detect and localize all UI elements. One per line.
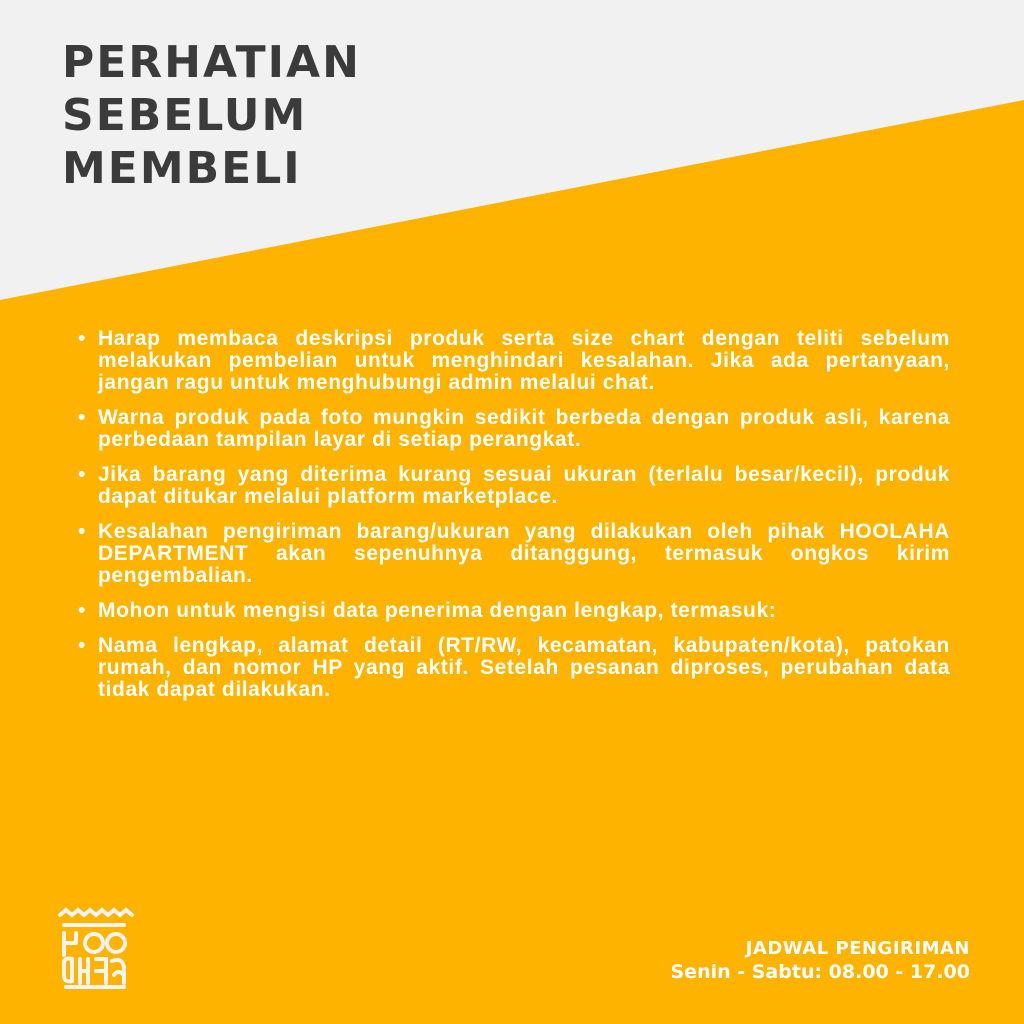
page-title (62, 36, 361, 195)
schedule-time: Senin - Sabtu: 08.00 - 17.00 (670, 961, 970, 983)
title-line: MEMBELI (62, 143, 302, 194)
schedule-heading: JADWAL PENGIRIMAN (745, 938, 970, 959)
bullet-icon: • (78, 463, 86, 486)
title-line: SEBELUM (62, 90, 308, 141)
list-item: • Kesalahan pengiriman barang/ukuran yang dilakukan oleh pihak HOOLAHA DEPARTMENT akan sepenuhnya ditanggung, termasuk ongkos kirim pengembalian. (78, 520, 950, 587)
notice-list (78, 328, 950, 714)
hoolaha-logo (56, 905, 136, 990)
title-line: PERHATIAN (62, 37, 361, 88)
list-item: • Mohon untuk mengisi data penerima dengan lengkap, termasuk: (78, 599, 777, 622)
list-item: • Jika barang yang diterima kurang sesuai ukuran (terlalu besar/kecil), produk dapat ditukar melalui platform marketplace. (78, 463, 950, 508)
list-item: • Harap membaca deskripsi produk serta size chart dengan teliti sebelum melakukan pembelian untuk menghindari kesalahan. Jika ada pertanyaan, jangan ragu untuk menghubungi admin melalui chat. (78, 327, 950, 394)
bullet-icon: • (78, 520, 86, 543)
bullet-icon: • (78, 634, 86, 657)
shipping-schedule (671, 938, 971, 983)
bullet-icon: • (78, 327, 86, 350)
list-item: • Warna produk pada foto mungkin sedikit berbeda dengan produk asli, karena perbedaan tampilan layar di setiap perangkat. (78, 406, 950, 451)
bullet-icon: • (78, 406, 86, 429)
bullet-icon: • (78, 599, 86, 622)
list-item: • Nama lengkap, alamat detail (RT/RW, kecamatan, kabupaten/kota), patokan rumah, dan nomor HP yang aktif. Setelah pesanan diproses, perubahan data tidak dapat dilakukan. (78, 634, 950, 701)
